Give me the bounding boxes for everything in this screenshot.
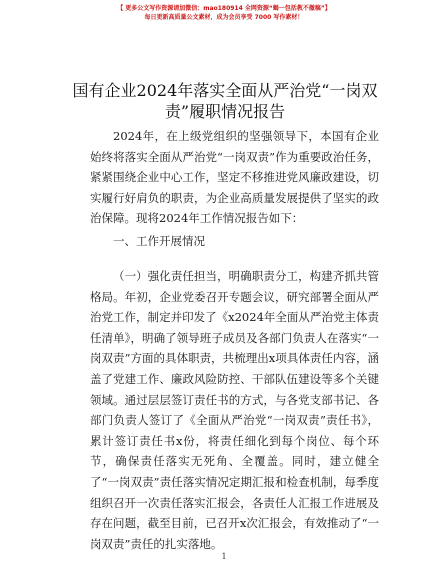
promo-banner-line-2: 每日更新高质量公文素材，成为会员享受 7000 写作素材！ [144, 14, 304, 21]
intro-text: 2024年，在上级党组织的坚强领导下，本国有企业始终将落实全面从严治党“一岗双责”作为重要政治任务，紧紧围绕企业中心工作，坚定不移推进党风廉政建设，切实履行好肩负的职责，为企业高质量发展提供了坚实的政治保障。现将2024年工作情况报告如下： [90, 129, 379, 226]
intro-paragraph [90, 126, 379, 229]
page-number: 1 [221, 552, 227, 561]
section-1-heading: 一、工作开展情况 [113, 234, 205, 248]
section-heading [90, 231, 379, 252]
promo-banner [0, 4, 448, 22]
document-title: 国有企业2024年落实全面从严治党“一岗双责”履职情况报告 [72, 81, 378, 121]
section-1-paragraph-1: （一）强化责任担当，明确职责分工，构建齐抓共管格局。年初，企业党委召开专题会议，研究部署全面从严治党工作，制定并印发了《x2024年全面从严治党主体责任清单》，明确了领导班子成员及各部门负责人在落实“一岗双责”方面的具体职责，共梳理出x项具体责任内容，涵盖了党建工作、廉政风险防控、干部队伍建设等多个关键领域。通过层层签订责任书的方式，与各党支部书记、各部门负责人签订了《全面从严治党“一岗双责”责任书》，累计签订责任书x份，将责任细化到每个岗位、每个环节，确保责任落实无死角、全覆盖。同时，建立健全了“一岗双责”责任落实情况定期汇报和检查机制，每季度组织召开一次责任落实汇报会，各责任人汇报工作进展及存在问题，截至目前，已召开x次汇报会，有效推动了“一岗双责”责任的扎实落地。 [90, 269, 379, 551]
promo-banner-line-1: 【 更多公文写作资源请加微信：mao180914 全网资源“蝎一包括教不撤稿”】 [117, 5, 331, 12]
section-paragraph [90, 266, 379, 554]
